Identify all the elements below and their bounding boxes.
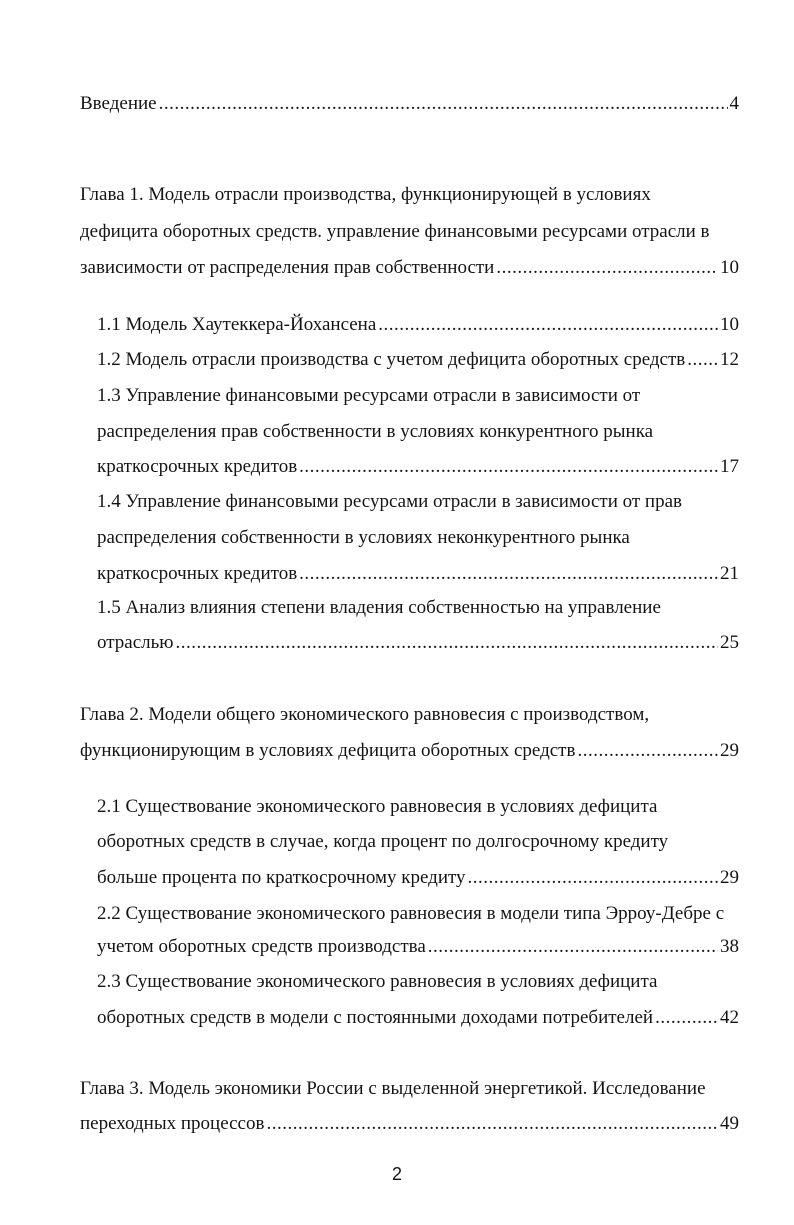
toc-page-number: 4 — [729, 93, 739, 114]
dot-leader — [577, 739, 718, 763]
dot-leader — [687, 348, 718, 372]
toc-entry-title-line: 2.1 Существование экономического равновесия в условиях дефицита — [97, 796, 658, 817]
dot-leader — [468, 866, 718, 890]
toc-entry-title-line: отраслью — [97, 632, 174, 653]
toc-entry-title-line: распределения прав собственности в условиях конкурентного рынка — [97, 421, 654, 442]
toc-entry-title-line: распределения собственности в условиях неконкурентного рынка — [97, 527, 630, 548]
dot-leader — [266, 1112, 718, 1136]
toc-entry-title-line: краткосрочных кредитов — [97, 456, 298, 477]
toc-entry-title-line: учетом оборотных средств производства — [97, 936, 426, 957]
toc-entry-title: 1.2 Модель отрасли производства с учетом дефицита оборотных средств — [97, 349, 686, 370]
toc-page-number: 10 — [720, 257, 739, 278]
dot-leader — [496, 256, 718, 280]
toc-page-number: 12 — [720, 349, 739, 370]
toc-page-number: 21 — [720, 563, 739, 584]
toc-entry-title-line: 1.4 Управление финансовыми ресурсами отрасли в зависимости от прав — [97, 491, 683, 512]
toc-entry-introduction[interactable] — [80, 92, 739, 116]
dot-leader — [428, 935, 718, 959]
toc-entry-title-line: 2.3 Существование экономического равновесия в условиях дефицита — [97, 971, 658, 992]
toc-entry-last-line — [97, 562, 739, 586]
toc-entry-title-line: больше процента по краткосрочному кредиту — [97, 867, 466, 888]
toc-entry-title-line: зависимости от распределения прав собственности — [80, 257, 495, 278]
toc-page-number: 29 — [720, 740, 739, 761]
toc-entry-title: Введение — [80, 93, 157, 114]
toc-entry-last-line — [97, 631, 739, 655]
dot-leader — [655, 1006, 718, 1030]
toc-entry-title-line: дефицита оборотных средств. управление финансовыми ресурсами отрасли в — [80, 221, 710, 242]
toc-entry-title-line: функционирующим в условиях дефицита оборотных средств — [80, 740, 576, 761]
toc-entry-section-1-2[interactable] — [97, 348, 739, 372]
toc-entry-title-line: Глава 3. Модель экономики России с выделенной энергетикой. Исследование — [80, 1078, 706, 1099]
toc-entry-title-line: оборотных средств в случае, когда процент по долгосрочному кредиту — [97, 831, 669, 852]
toc-entry-title-line: Глава 2. Модели общего экономического равновесия с производством, — [80, 704, 650, 725]
dot-leader — [299, 455, 718, 479]
toc-entry-last-line — [80, 256, 739, 280]
toc-page-number: 25 — [720, 632, 739, 653]
dot-leader — [378, 313, 718, 337]
toc-entry-title-line: Глава 1. Модель отрасли производства, функционирующей в условиях — [80, 184, 651, 205]
dot-leader — [176, 631, 719, 655]
toc-entry-title-line: 1.3 Управление финансовыми ресурсами отрасли в зависимости от — [97, 385, 641, 406]
toc-entry-title-line: 2.2 Существование экономического равновесия в модели типа Эрроу-Дебре с — [97, 903, 725, 924]
dot-leader — [159, 92, 728, 116]
toc-page-number: 42 — [720, 1007, 739, 1028]
toc-entry-last-line — [97, 866, 739, 890]
toc-page-number: 29 — [720, 867, 739, 888]
toc-entry-last-line — [80, 739, 739, 763]
toc-entry-title-line: 1.5 Анализ влияния степени владения собственностью на управление — [97, 597, 661, 618]
toc-entry-last-line — [80, 1112, 739, 1136]
toc-entry-last-line — [97, 455, 739, 479]
toc-page-number: 10 — [720, 314, 739, 335]
toc-entry-title: 1.1 Модель Хаутеккера-Йохансена — [97, 314, 377, 335]
toc-entry-last-line — [97, 1006, 739, 1030]
toc-entry-title-line: оборотных средств в модели с постоянными доходами потребителей — [97, 1007, 654, 1028]
toc-entry-title-line: переходных процессов — [80, 1113, 265, 1134]
toc-page-number: 17 — [720, 456, 739, 477]
dot-leader — [299, 562, 718, 586]
toc-page-number: 38 — [720, 936, 739, 957]
toc-entry-title-line: краткосрочных кредитов — [97, 563, 298, 584]
page-number: 2 — [391, 1164, 402, 1184]
toc-page-number: 49 — [720, 1113, 739, 1134]
toc-entry-section-1-1[interactable] — [97, 313, 739, 337]
toc-entry-last-line — [97, 935, 739, 959]
